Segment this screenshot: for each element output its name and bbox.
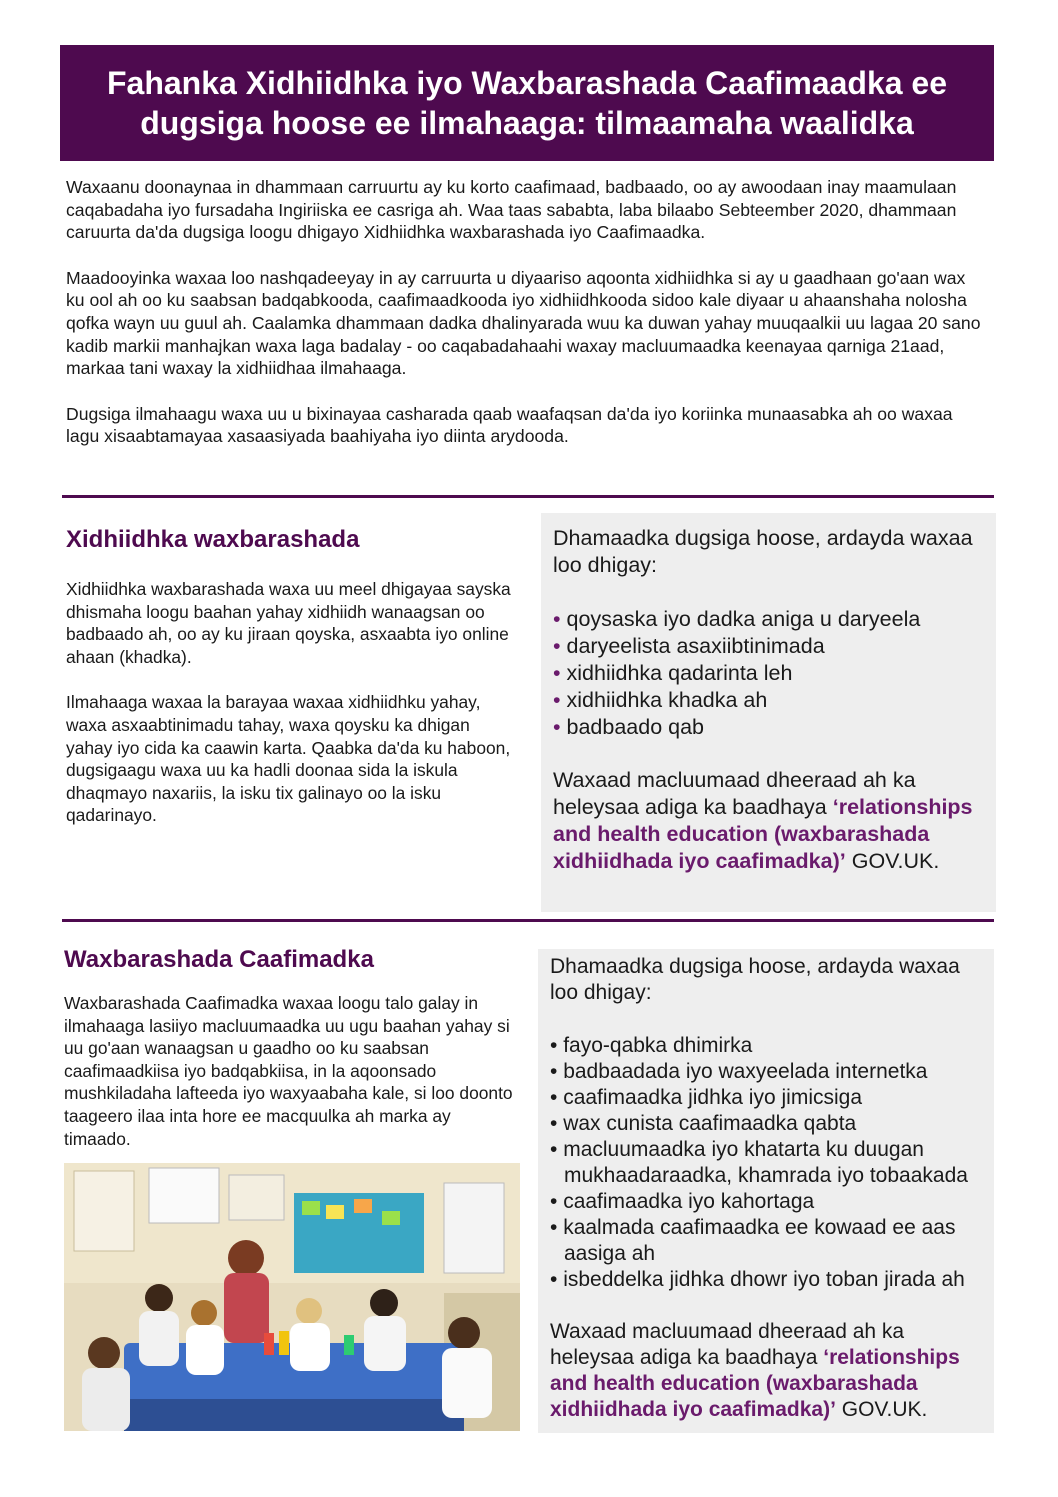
list-item: • qoysaska iyo dadka aniga u daryeela [553, 607, 921, 631]
list-item: • daryeelista asaxiibtinimada [553, 634, 825, 658]
bullet-icon: • [550, 1060, 558, 1083]
health-paragraph-1: Waxbarashada Caafimadka waxaa loogu talo galay in ilmahaaga lasiiyo macluumaadka uu ugu baahan yahay si uu go'aan wanaagsan u gaadho oo ku saabsan caafimaadkiisa iyo badqabkiisa, in la aqoonsado mushkiladaha lafteeda iyo waxyaabaha kale, si loo doonto taageero ilaa inta hore ee macquulka ah marka ay timaado. [64, 993, 513, 1149]
intro-paragraph-3: Dugsiga ilmahaagu waxa uu u bixinayaa casharada qaab waafaqsan da'da iyo koriinka munaasabka ah oo waxaa lagu xisaabtamayaa xasaasiyada baahiyaha iyo diinta arydooda. [66, 403, 953, 447]
box-intro: Dhamaadka dugsiga hoose, ardayda waxaa loo dhigay: [550, 955, 960, 1004]
relationships-paragraph-1: Xidhiidhka waxbarashada waxa uu meel dhigayaa sayska dhismaha loogu baahan yahay xidhiidh wanaagsan oo badbaado ah, oo ay ku jiraan qoyska, asxaabta iyo online ahaan (khadka). [66, 579, 511, 667]
list-item: • badbaado qab [553, 715, 705, 739]
health-body [64, 992, 518, 1173]
relationships-body [66, 578, 516, 850]
title-line-2: dugsiga hoose ee ilmahaaga: tilmaamaha waalidka [140, 105, 914, 141]
title-line-1: Fahanka Xidhiidhka iyo Waxbarashada Caafimaadka ee [106, 65, 948, 101]
box-more-info: Waxaad macluumaad dheeraad ah ka heleysaa adiga ka baadhaya ‘relationships and health education (waxbarashada xidhiidhada iyo caafimadka)’ GOV.UK. [550, 1320, 960, 1421]
gov-uk-link[interactable]: ‘relationships and health education (waxbarashada xidhiidhada iyo caafimadka)’ [553, 795, 973, 873]
bullet-icon: • [553, 688, 561, 712]
section-heading-relationships: Xidhiidhka waxbarashada [66, 526, 360, 553]
page-title [107, 63, 947, 143]
bullet-icon: • [550, 1216, 558, 1239]
box-intro: Dhamaadka dugsiga hoose, ardayda waxaa loo dhigay: [553, 526, 973, 577]
gov-uk-link[interactable]: ‘relationships and health education (waxbarashada xidhiidhada iyo caafimadka)’ [550, 1346, 960, 1421]
bullet-icon: • [553, 715, 561, 739]
bullet-icon: • [550, 1034, 558, 1057]
list-item: • caafimaadka iyo kahortaga [550, 1190, 815, 1213]
divider-2 [62, 919, 994, 922]
list-item: • macluumaadka iyo khatarta ku duugan mukhaadaraadka, khamrada iyo tobaakada [550, 1138, 968, 1187]
section-heading-health: Waxbarashada Caafimadka [64, 946, 374, 973]
bullet-icon: • [550, 1086, 558, 1109]
list-item: • fayo-qabka dhimirka [550, 1034, 753, 1057]
bullet-icon: • [550, 1112, 558, 1135]
bullet-icon: • [550, 1268, 558, 1291]
list-item: • caafimaadka jidhka iyo jimicsiga [550, 1086, 863, 1109]
bullet-icon: • [553, 634, 561, 658]
intro-paragraph-1: Waxaanu doonaynaa in dhammaan carruurtu ay ku korto caafimaad, badbaado, oo ay awoodaan inay maamulaan caqabadaha iyo fursadaha Ingiriiska ee casriga ah. Waa taas sababta, laba bilaabo Sebteember 2020, dhammaan caruurta da'da dugsiga loogu dhigayo Xidhiidhka waxbarashada iyo Caafimaadka. [66, 177, 957, 243]
relationships-info-box [541, 513, 996, 912]
intro-text [66, 176, 986, 471]
title-banner [60, 45, 994, 161]
divider-1 [62, 495, 994, 498]
health-info-box [538, 949, 994, 1433]
relationships-topic-list [553, 606, 984, 741]
intro-paragraph-2: Maadooyinka waxaa loo nashqadeeyay in ay carruurta u diyaariso aqoonta xidhiidhka si ay u gaadhaan go'aan wax ku ool ah oo ku saabsan badqabkooda, caafimaadkooda iyo xidhiidhkooda sidoo kale diyaar u ahaanshaha nolosha qofka wayn uu guul ah. Caalamka dhammaan dadka dhalinyarada wuu ka duwan yahay muuqaalkii uu lagaa 20 sano kadib markii manhajkan waxa laga badalay - oo caqabadahaahi waxay macluumaadka keenayaa qarniga 21aad, markaa tani waxay la xidhiidhaa ilmahaaga. [66, 267, 981, 379]
bullet-icon: • [550, 1138, 558, 1161]
box-more-info: Waxaad macluumaad dheeraad ah ka heleysaa adiga ka baadhaya ‘relationships and health education (waxbarashada xidhiidhada iyo caafimadka)’ GOV.UK. [553, 768, 973, 873]
list-item: • badbaadada iyo waxyeelada internetka [550, 1060, 928, 1083]
relationships-paragraph-2: Ilmahaaga waxaa la barayaa waxaa xidhiidhku yahay, waxa asxaabtinimadu tahay, waxa qoysku ka dhigan yahay iyo cida ka caawin karta. Qaabka da'da ku haboon, dugsigaagu waxa uu ka hadli doonaa sida la iskula dhaqmayo naxariis, la isku tix galinayo oo la isku qadarinayo. [66, 692, 511, 826]
classroom-photo [64, 1163, 520, 1431]
bullet-icon: • [550, 1190, 558, 1213]
list-item: • wax cunista caafimaadka qabta [550, 1112, 857, 1135]
list-item: • kaalmada caafimaadka ee kowaad ee aas aasiga ah [550, 1216, 956, 1265]
bullet-icon: • [553, 607, 561, 631]
list-item: • xidhiidhka khadka ah [553, 688, 768, 712]
bullet-icon: • [553, 661, 561, 685]
health-topic-list [550, 1033, 986, 1293]
list-item: • xidhiidhka qadarinta leh [553, 661, 793, 685]
list-item: • isbeddelka jidhka dhowr iyo toban jirada ah [550, 1268, 965, 1291]
